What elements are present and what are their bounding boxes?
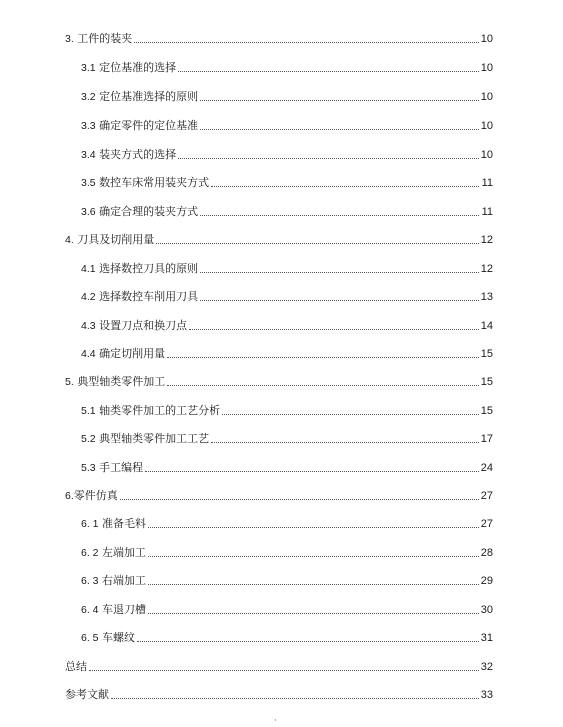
toc-entry-label: 6. 3 右端加工 <box>81 574 147 587</box>
dot-leader <box>222 413 479 415</box>
toc-entry-5-3[interactable] <box>81 455 493 475</box>
toc-entry-label: 6. 5 车螺纹 <box>81 631 136 644</box>
toc-entry-label: 5.3 手工编程 <box>81 461 144 474</box>
toc-entry-5[interactable] <box>65 369 493 389</box>
toc-entry-summary[interactable] <box>65 654 493 674</box>
dot-leader <box>189 328 479 330</box>
dot-leader <box>200 271 479 273</box>
toc-page-number: 17 <box>480 433 493 445</box>
toc-entry-label: 4.3 设置刀点和换刀点 <box>81 319 188 332</box>
toc-entry-label: 5. 典型轴类零件加工 <box>65 375 166 388</box>
toc-entry-4[interactable] <box>65 227 493 247</box>
toc-entry-label: 6.零件仿真 <box>65 489 118 502</box>
toc-page-number: 12 <box>480 263 493 275</box>
toc-page-number: 31 <box>480 632 493 644</box>
toc-entry-label: 3.3 确定零件的定位基准 <box>81 119 199 132</box>
dot-leader <box>145 470 479 472</box>
toc-entry-label: 6. 2 左端加工 <box>81 546 147 559</box>
dot-leader <box>148 555 479 557</box>
toc-entry-label: 3.1 定位基准的选择 <box>81 61 177 74</box>
toc-page-number: 15 <box>480 348 493 360</box>
toc-entry-label: 3.2 定位基准选择的原则 <box>81 90 199 103</box>
toc-entry-label: 5.2 典型轴类零件加工工艺 <box>81 432 210 445</box>
toc-entry-3[interactable] <box>65 26 493 46</box>
dot-leader <box>211 185 479 187</box>
dot-leader <box>137 640 479 642</box>
dot-leader <box>148 612 479 614</box>
toc-entry-3-1[interactable] <box>81 55 493 75</box>
toc-page-number: 24 <box>480 462 493 474</box>
toc-page-number: 11 <box>481 177 493 189</box>
dot-leader <box>156 242 478 244</box>
page-footer-mark: · <box>274 716 277 725</box>
toc-entry-label: 3. 工件的装夹 <box>65 32 133 45</box>
toc-entry-label: 6. 1 准备毛料 <box>81 517 147 530</box>
toc-entry-5-1[interactable] <box>81 398 493 418</box>
toc-entry-label: 4. 刀具及切削用量 <box>65 233 155 246</box>
toc-page-number: 15 <box>480 405 493 417</box>
toc-entry-3-4[interactable] <box>81 142 493 162</box>
toc-entry-label: 4.1 选择数控刀具的原则 <box>81 262 199 275</box>
dot-leader <box>148 526 479 528</box>
toc-page-number: 11 <box>481 206 493 218</box>
toc-entry-label: 4.2 选择数控车削用刀具 <box>81 290 199 303</box>
toc-entry-6-2[interactable] <box>81 540 493 560</box>
toc-page-number: 10 <box>480 91 493 103</box>
toc-entry-6-4[interactable] <box>81 597 493 617</box>
toc-entry-5-2[interactable] <box>81 426 493 446</box>
dot-leader <box>167 384 478 386</box>
toc-entry-label: 3.6 确定合理的装夹方式 <box>81 205 199 218</box>
toc-entry-label: 5.1 轴类零件加工的工艺分析 <box>81 404 221 417</box>
toc-page-number: 10 <box>480 149 493 161</box>
toc-entry-3-2[interactable] <box>81 84 493 104</box>
toc-page-number: 33 <box>480 689 493 701</box>
toc-entry-6[interactable] <box>65 483 493 503</box>
toc-entry-label: 4.4 确定切削用量 <box>81 347 166 360</box>
toc-page-number: 30 <box>480 604 493 616</box>
toc-entry-6-3[interactable] <box>81 568 493 588</box>
dot-leader <box>89 669 479 671</box>
dot-leader <box>211 441 479 443</box>
toc-page-number: 10 <box>480 120 493 132</box>
toc-page-number: 10 <box>480 33 493 45</box>
toc-entry-label: 总结 <box>65 660 87 673</box>
dot-leader <box>178 157 479 159</box>
dot-leader <box>200 99 479 101</box>
toc-entry-4-1[interactable] <box>81 256 493 276</box>
toc-page-number: 32 <box>480 661 493 673</box>
toc-page-number: 12 <box>480 234 493 246</box>
toc-entry-6-1[interactable] <box>81 511 493 531</box>
dot-leader <box>200 299 479 301</box>
dot-leader <box>178 70 479 72</box>
toc-entry-references[interactable] <box>65 682 493 702</box>
toc-entry-label: 3.4 装夹方式的选择 <box>81 148 177 161</box>
toc-entry-label: 6. 4 车退刀槽 <box>81 603 147 616</box>
dot-leader <box>200 128 479 130</box>
toc-entry-3-5[interactable] <box>81 170 493 190</box>
dot-leader <box>134 41 478 43</box>
toc-entry-label: 3.5 数控车床常用装夹方式 <box>81 176 210 189</box>
dot-leader <box>167 356 479 358</box>
dot-leader <box>148 583 479 585</box>
dot-leader <box>120 498 479 500</box>
dot-leader <box>200 214 479 216</box>
toc-page-number: 10 <box>480 62 493 74</box>
toc-page-number: 29 <box>480 575 493 587</box>
dot-leader <box>111 697 479 699</box>
toc-entry-4-2[interactable] <box>81 284 493 304</box>
toc-page-number: 14 <box>480 320 493 332</box>
toc-entry-4-4[interactable] <box>81 341 493 361</box>
toc-entry-6-5[interactable] <box>81 625 493 645</box>
toc-page-number: 13 <box>480 291 493 303</box>
toc-entry-4-3[interactable] <box>81 313 493 333</box>
toc-entry-label: 参考文献 <box>65 688 109 701</box>
toc-page-number: 27 <box>480 490 493 502</box>
toc-page-number: 15 <box>480 376 493 388</box>
toc-entry-3-3[interactable] <box>81 113 493 133</box>
toc-entry-3-6[interactable] <box>81 199 493 219</box>
toc-page-number: 27 <box>480 518 493 530</box>
toc-page-number: 28 <box>480 547 493 559</box>
